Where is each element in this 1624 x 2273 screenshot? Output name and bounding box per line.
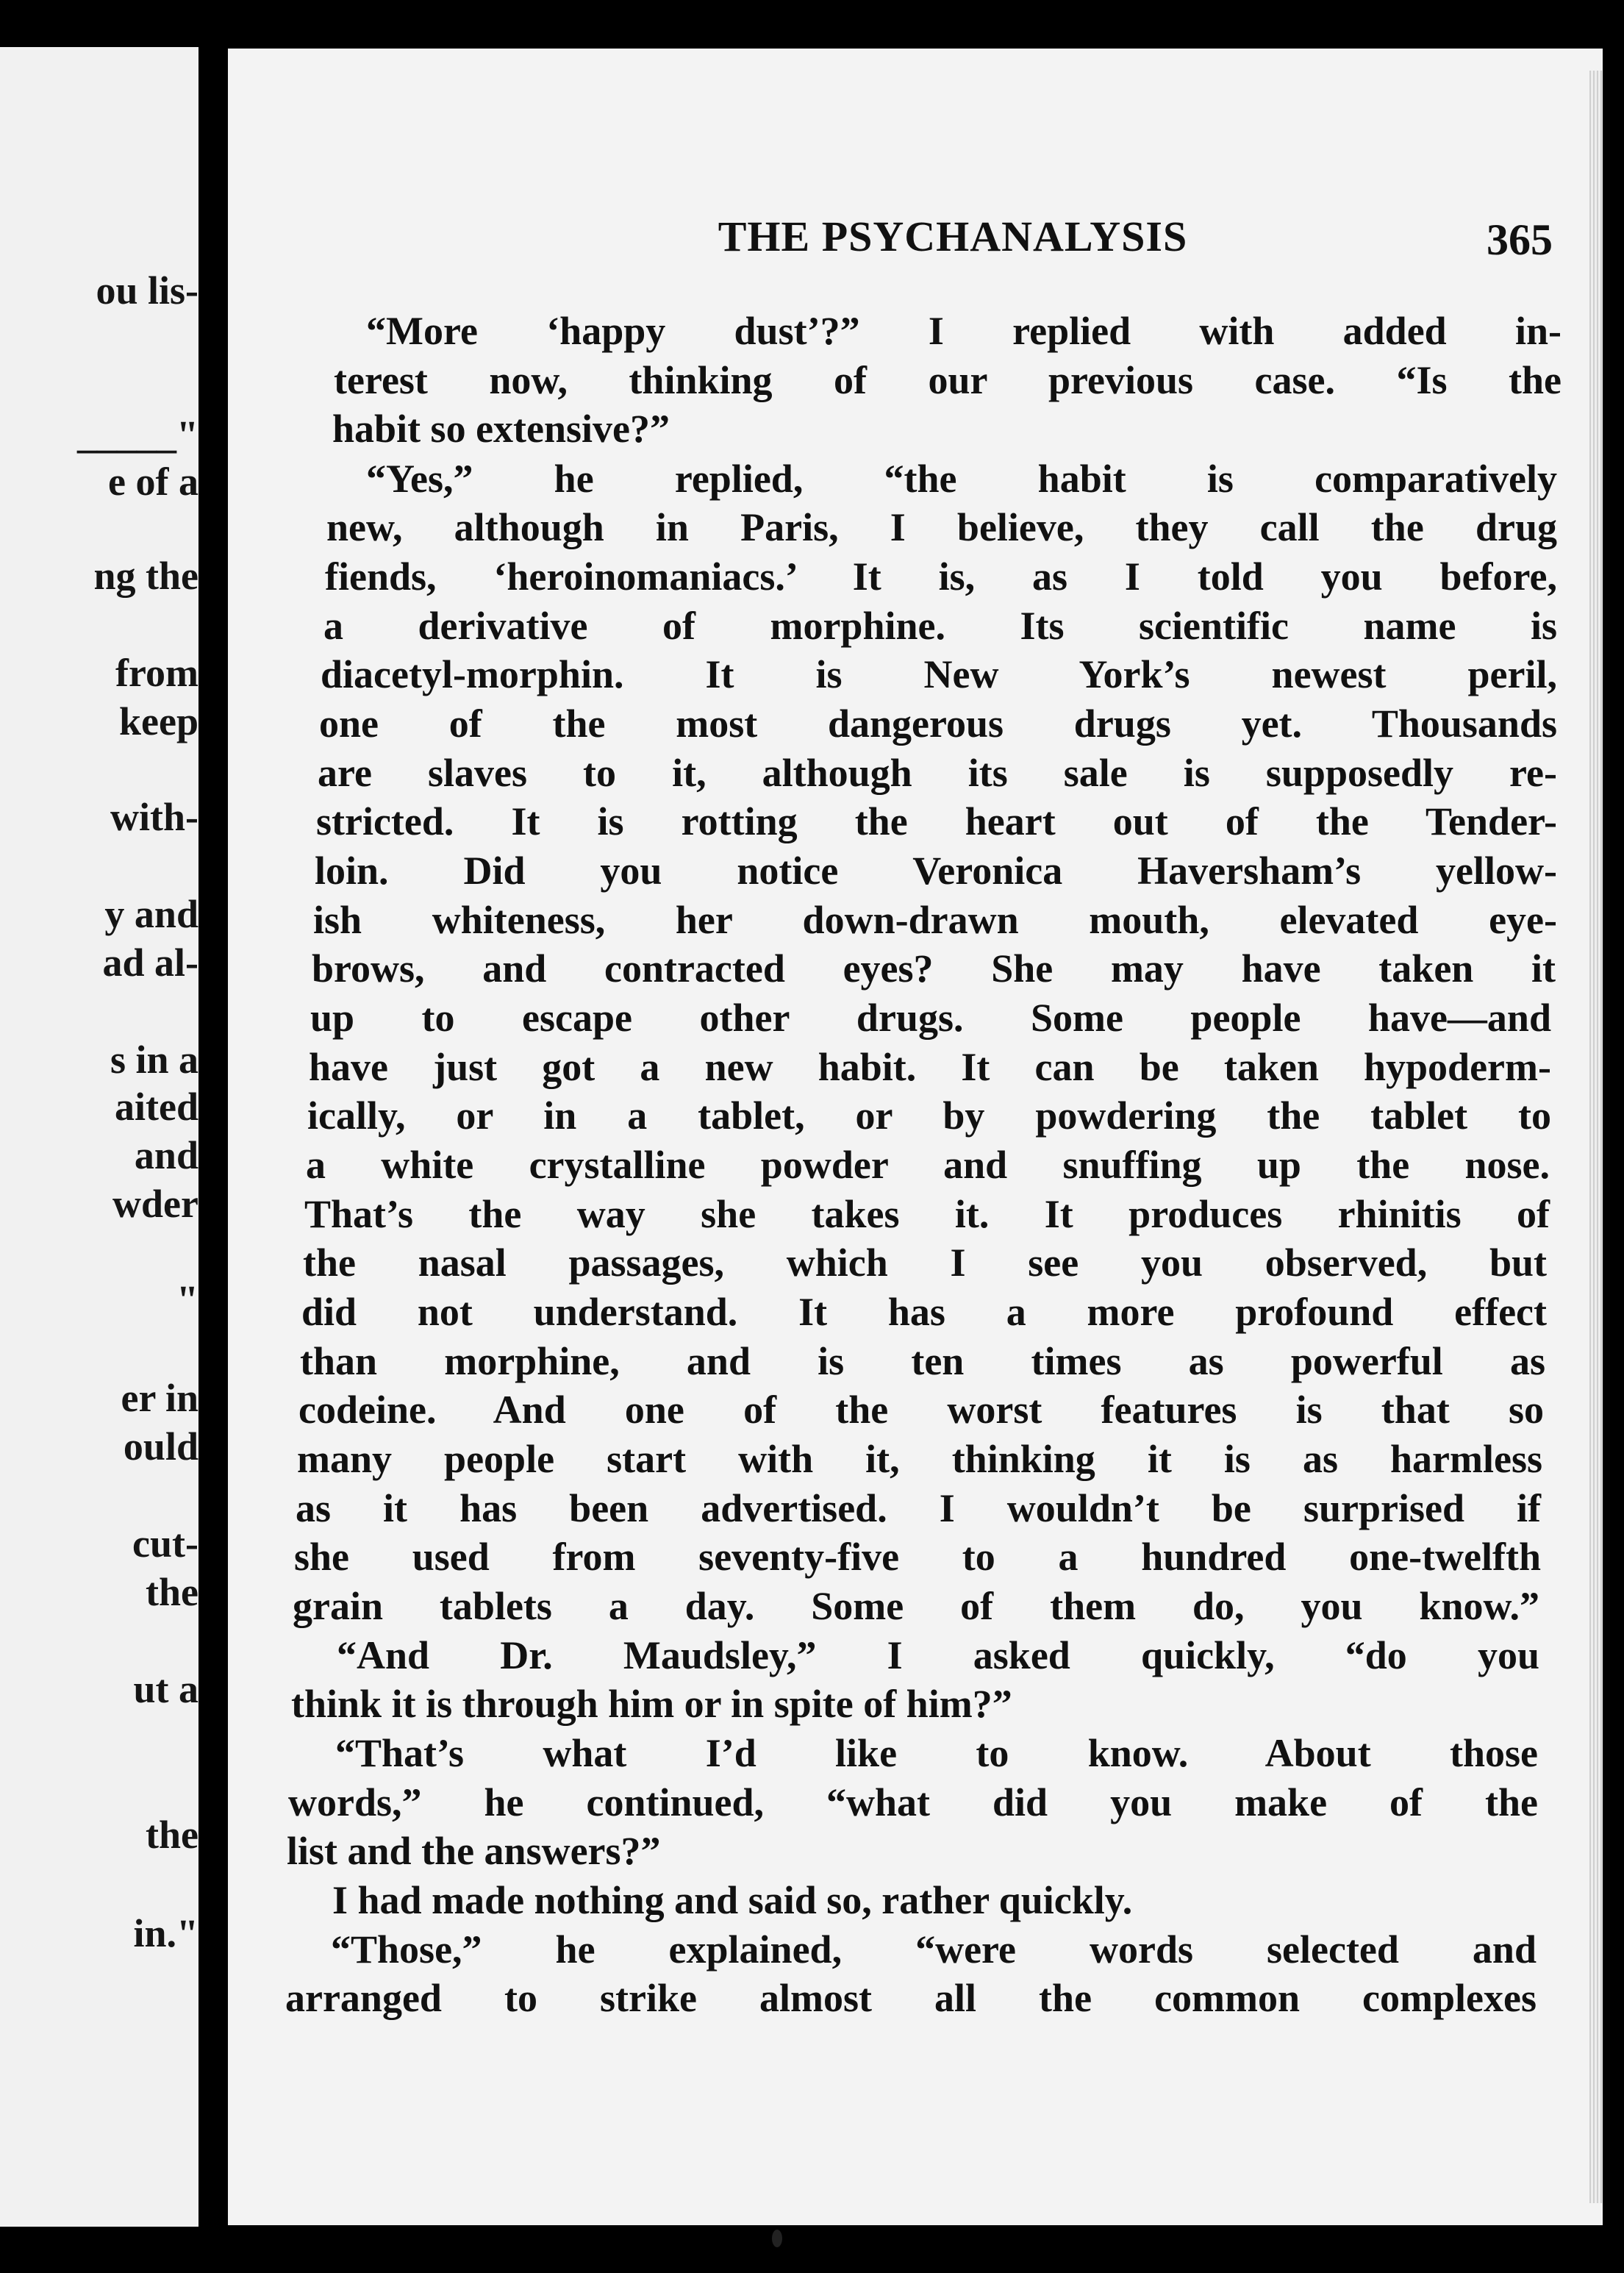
text-line: many people start with it, thinking it is as harmless: [297, 1437, 1542, 1481]
page-number: 365: [1487, 215, 1553, 264]
text-line: grain tablets a day. Some of them do, you know.”: [293, 1584, 1539, 1628]
left-page-line: _____": [77, 413, 198, 457]
text-line: loin. Did you notice Veronica Haversham’s yellow-: [315, 849, 1557, 893]
text-line: the nasal passages, which I see you observed, but: [303, 1241, 1547, 1285]
ink-blot: [772, 2230, 782, 2247]
text-line: ish whiteness, her down-drawn mouth, elevated eye-: [313, 898, 1557, 942]
left-page-line: ad al-: [102, 941, 198, 985]
left-page-line: in.": [133, 1911, 198, 1955]
left-page-line: keep: [119, 699, 198, 743]
text-line: terest now, thinking of our previous case. “Is the: [334, 358, 1562, 402]
text-line: arranged to strike almost all the common complexes: [285, 1976, 1537, 2020]
text-line: codeine. And one of the worst features is that so: [298, 1388, 1544, 1432]
left-page-line: from: [115, 651, 198, 695]
left-page-line: with-: [110, 795, 198, 839]
left-page-line: cut-: [132, 1521, 198, 1566]
text-line: “More ‘happy dust’?” I replied with added in-: [366, 309, 1562, 353]
left-page-line: er in: [121, 1376, 198, 1420]
left-page-line: ": [176, 1277, 198, 1321]
left-page-line: ng the: [93, 554, 198, 598]
text-line: are slaves to it, although its sale is supposedly re-: [318, 751, 1557, 795]
text-line: think it is through him or in spite of him?”: [291, 1682, 1012, 1726]
text-line: did not understand. It has a more profound effect: [301, 1290, 1547, 1334]
text-line: new, although in Paris, I believe, they call the drug: [326, 505, 1557, 549]
text-line: brows, and contracted eyes? She may have taken it: [312, 946, 1556, 991]
text-line: habit so extensive?”: [332, 407, 670, 451]
left-page-line: ould: [123, 1424, 198, 1469]
text-line: That’s the way she takes it. It produces rhinitis of: [304, 1192, 1550, 1236]
text-line: words,” he continued, “what did you make of the: [288, 1780, 1538, 1824]
text-line: one of the most dangerous drugs yet. Thousands: [319, 702, 1557, 746]
text-line: have just got a new habit. It can be taken hypoderm-: [309, 1045, 1551, 1089]
text-line: she used from seventy-five to a hundred one-twelfth: [294, 1535, 1541, 1579]
left-page-line: the: [146, 1813, 198, 1857]
text-line: a white crystalline powder and snuffing up the nose.: [306, 1143, 1550, 1187]
text-line: list and the answers?”: [287, 1829, 661, 1873]
page-edge: [1589, 71, 1603, 2203]
left-page-line: wder: [112, 1182, 198, 1226]
text-line: fiends, ‘heroinomaniacs.’ It is, as I told you before,: [325, 554, 1557, 599]
text-line: “Those,” he explained, “were words selected and: [331, 1927, 1537, 1972]
left-page-line: y and: [104, 892, 198, 936]
text-line: I had made nothing and said so, rather quickly.: [332, 1878, 1133, 1922]
text-line: “Yes,” he replied, “the habit is comparatively: [366, 457, 1557, 501]
text-line: “That’s what I’d like to know. About those: [335, 1731, 1538, 1775]
text-line: a derivative of morphine. Its scientific name is: [323, 604, 1557, 648]
text-line: ically, or in a tablet, or by powdering the tablet to: [307, 1093, 1551, 1138]
left-page: [0, 47, 198, 2227]
book-gutter: [198, 0, 228, 2273]
left-page-line: ou lis-: [96, 268, 198, 313]
right-page: [228, 49, 1603, 2225]
left-page-line: s in a: [110, 1038, 198, 1082]
left-page-line: the: [146, 1570, 198, 1614]
left-page-line: e of a: [108, 460, 198, 504]
text-line: than morphine, and is ten times as powerful as: [300, 1339, 1545, 1383]
left-page-line: aited: [115, 1085, 198, 1129]
running-header: THE PSYCHANALYSIS: [718, 213, 1188, 260]
text-line: diacetyl-morphin. It is New York’s newest peril,: [321, 652, 1557, 696]
left-page-line: and: [134, 1133, 198, 1177]
text-line: “And Dr. Maudsley,” I asked quickly, “do you: [337, 1633, 1539, 1677]
text-line: stricted. It is rotting the heart out of the Tender-: [316, 799, 1557, 843]
text-line: up to escape other drugs. Some people have—and: [310, 996, 1551, 1040]
text-line: as it has been advertised. I wouldn’t be surprised if: [296, 1486, 1541, 1530]
left-page-line: ut a: [133, 1667, 198, 1711]
